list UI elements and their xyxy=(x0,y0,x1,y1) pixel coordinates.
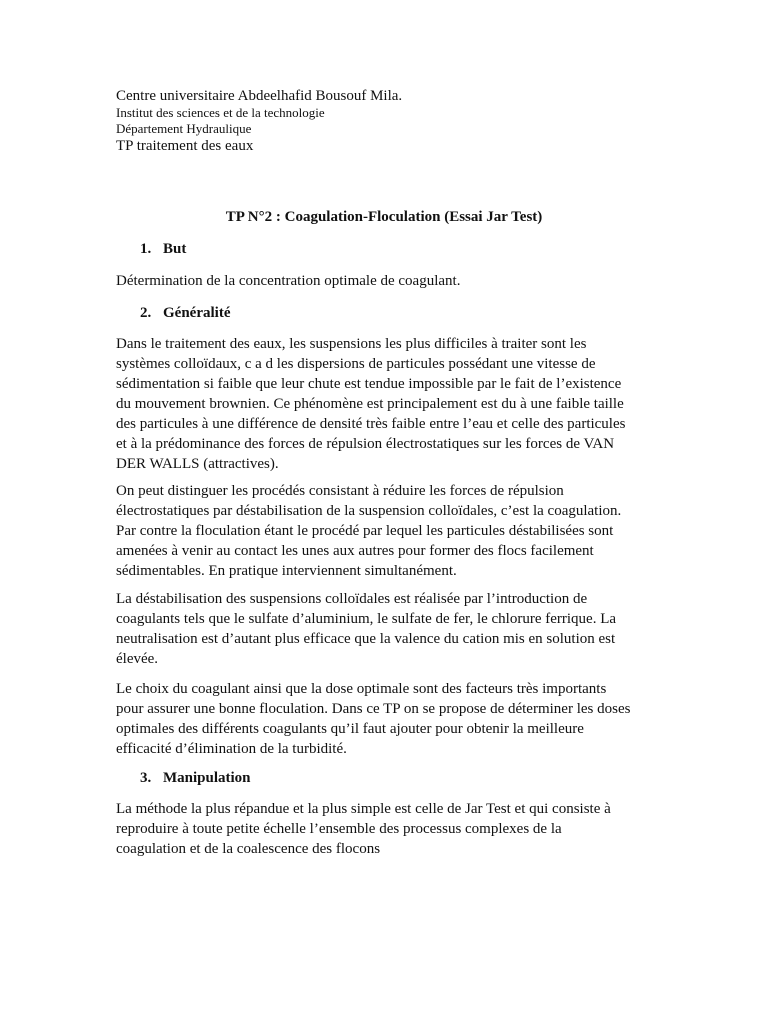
paragraph-generalite-2 xyxy=(116,481,656,581)
paragraph-line: coagulants tels que le sulfate d’aluminium, le sulfate de fer, le chlorure ferrique. La xyxy=(116,611,617,627)
paragraph-line: amenées à venir au contact les unes aux autres pour former des flocs facilement xyxy=(116,543,594,559)
document-title: TP N°2 : Coagulation-Floculation (Essai Jar Test) xyxy=(225,209,543,225)
header-department: Département Hydraulique xyxy=(116,121,252,136)
paragraph-line: électrostatiques par déstabilisation de la suspension colloïdales, c’est la coagulation. xyxy=(116,503,622,519)
paragraph-line: Par contre la floculation étant le procédé par lequel les particules déstabilisées sont xyxy=(116,523,614,539)
paragraph-generalite-1 xyxy=(116,334,656,474)
paragraph-line: Détermination de la concentration optimale de coagulant. xyxy=(116,273,461,289)
paragraph-line: des particules à une différence de densité très faible entre l’eau et celle des particules xyxy=(116,416,626,432)
paragraph-line: systèmes colloïdaux, c a d les dispersions de particules possédant une vitesse de xyxy=(116,356,596,372)
paragraph-line: Le choix du coagulant ainsi que la dose optimale sont des facteurs très importants xyxy=(116,681,607,697)
paragraph-line: élevée. xyxy=(116,651,159,667)
paragraph-line: neutralisation est d’autant plus efficace que la valence du cation mis en solution est xyxy=(116,631,616,647)
section-title: Manipulation xyxy=(163,770,251,786)
paragraph-but xyxy=(116,271,656,291)
paragraph-line: reproduire à toute petite échelle l’ensemble des processus complexes de la xyxy=(116,821,562,837)
paragraph-line: DER WALLS (attractives). xyxy=(116,456,279,472)
paragraph-generalite-4 xyxy=(116,679,656,759)
paragraph-line: pour assurer une bonne floculation. Dans ce TP on se propose de déterminer les doses xyxy=(116,701,631,717)
paragraph-line: Dans le traitement des eaux, les suspensions les plus difficiles à traiter sont les xyxy=(116,336,587,352)
paragraph-line: et à la prédominance des forces de répulsion électrostatiques sur les forces de VAN xyxy=(116,436,615,452)
section-title: Généralité xyxy=(163,305,231,321)
paragraph-line: sédimentation si faible que leur chute est tendue impossible par le fait de l’existence xyxy=(116,376,622,392)
paragraph-line: coagulation et de la coalescence des flocons xyxy=(116,841,381,857)
paragraph-line: La méthode la plus répandue et la plus simple est celle de Jar Test et qui consiste à xyxy=(116,801,611,817)
paragraph-line: optimales des différents coagulants qu’il faut ajouter pour obtenir la meilleure xyxy=(116,721,584,737)
header-course: TP traitement des eaux xyxy=(116,138,254,154)
section-number: 3. xyxy=(140,770,152,786)
section-number: 2. xyxy=(140,305,152,321)
header-university: Centre universitaire Abdeelhafid Bousouf Mila. xyxy=(116,88,403,104)
section-heading-but xyxy=(140,240,186,258)
paragraph-manipulation xyxy=(116,799,656,859)
paragraph-line: On peut distinguer les procédés consistant à réduire les forces de répulsion xyxy=(116,483,564,499)
paragraph-generalite-3 xyxy=(116,589,656,669)
section-heading-generalite xyxy=(140,304,230,322)
paragraph-line: du mouvement brownien. Ce phénomène est principalement est du à une faible taille xyxy=(116,396,624,412)
document-header xyxy=(116,87,676,156)
section-number: 1. xyxy=(140,241,152,257)
paragraph-line: efficacité d’élimination de la turbidité. xyxy=(116,741,347,757)
section-title: But xyxy=(163,241,187,257)
section-heading-manipulation xyxy=(140,769,251,787)
header-institute: Institut des sciences et de la technologie xyxy=(116,105,325,120)
paragraph-line: La déstabilisation des suspensions colloïdales est réalisée par l’introduction de xyxy=(116,591,588,607)
paragraph-line: sédimentables. En pratique interviennent simultanément. xyxy=(116,563,457,579)
